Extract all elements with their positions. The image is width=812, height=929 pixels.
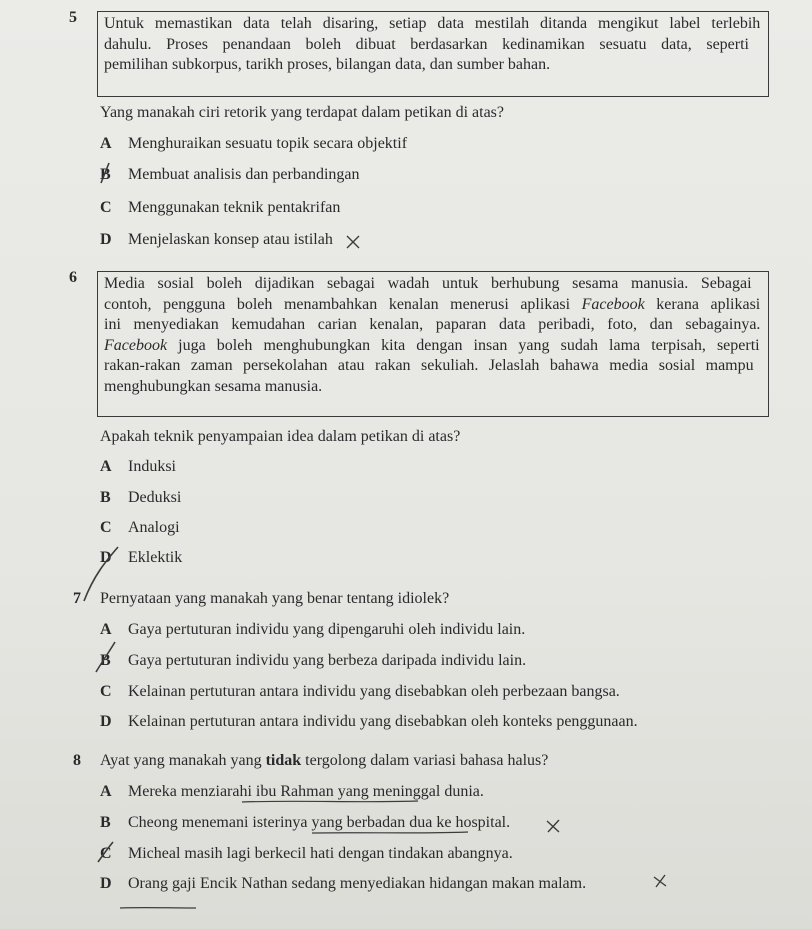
option-d[interactable]	[100, 231, 333, 249]
option-text: Eklektik	[128, 549, 183, 566]
passage-line: Facebook juga boleh menghubungkan kita dengan insan yang sudah lama terpisah, seperti	[104, 336, 760, 354]
option-letter: C	[100, 199, 112, 216]
passage-line: Media sosial boleh dijadikan sebagai wadah untuk berhubung sesama manusia. Sebagai	[104, 275, 752, 292]
option-letter: D	[100, 875, 112, 892]
option-b[interactable]	[100, 166, 360, 184]
passage-box	[97, 11, 769, 97]
pencil-underline-mark	[118, 904, 198, 912]
option-text: Mereka menziarahi ibu Rahman yang meninggal dunia.	[128, 783, 484, 800]
option-text: Menjelaskan konsep atau istilah	[128, 231, 333, 248]
option-text: Gaya pertuturan individu yang berbeza daripada individu lain.	[128, 652, 527, 669]
pencil-underline-mark	[240, 798, 420, 806]
option-a[interactable]	[100, 458, 176, 476]
option-letter: D	[100, 713, 112, 730]
passage-line: pemilihan subkorpus, tarikh proses, bilangan data, dan sumber bahan.	[104, 56, 551, 73]
question-number: 5	[69, 9, 77, 26]
question-emphasis: tidak	[265, 752, 302, 769]
question-number: 8	[73, 752, 81, 769]
option-text: Orang gaji Encik Nathan sedang menyediakan hidangan makan malam.	[128, 875, 587, 892]
passage-line: rakan-rakan zaman persekolahan atau rakan sekuliah. Jelaslah bahawa media sosial mampu	[104, 357, 754, 374]
option-text: Menggunakan teknik pentakrifan	[128, 199, 341, 216]
option-c[interactable]	[100, 519, 180, 537]
option-text: Kelainan pertuturan antara individu yang disebabkan oleh konteks penggunaan.	[128, 713, 638, 730]
passage-line: ini menyediakan kemudahan carian kenalan, paparan data peribadi, foto, dan sebagainya.	[104, 316, 761, 333]
option-c[interactable]	[100, 199, 340, 217]
question-text: Yang manakah ciri retorik yang terdapat dalam petikan di atas?	[100, 104, 505, 121]
question-number: 6	[69, 269, 77, 286]
option-letter: C	[100, 683, 112, 700]
passage-line: contoh, pengguna boleh menambahkan kenalan menerusi aplikasi Facebook kerana aplikasi	[104, 295, 761, 313]
option-letter: B	[100, 814, 111, 831]
option-b[interactable]	[100, 489, 181, 507]
option-text: Gaya pertuturan individu yang dipengaruhi oleh individu lain.	[128, 621, 526, 638]
option-letter: B	[100, 489, 111, 506]
option-d[interactable]	[100, 713, 638, 731]
question-text: Apakah teknik penyampaian idea dalam petikan di atas?	[100, 428, 461, 445]
option-c[interactable]	[100, 845, 513, 863]
option-text: Analogi	[128, 519, 180, 536]
option-letter: A	[100, 458, 112, 475]
cross-mark-icon	[545, 818, 561, 834]
option-d[interactable]	[100, 875, 586, 893]
passage-line: Untuk memastikan data telah disaring, setiap data mestilah ditanda mengikut label terlebih	[104, 15, 761, 32]
option-a[interactable]	[100, 621, 525, 639]
option-b[interactable]	[100, 652, 526, 670]
option-letter: A	[100, 135, 112, 152]
question-text: Pernyataan yang manakah yang benar tentang idiolek?	[100, 590, 450, 607]
option-letter: B	[100, 166, 111, 183]
passage-line: menghubungkan sesama manusia.	[104, 377, 323, 395]
option-letter: A	[100, 621, 112, 638]
option-text: Cheong menemani isterinya yang berbadan dua ke hospital.	[128, 814, 511, 831]
pencil-slash-mark	[98, 162, 112, 184]
option-letter: A	[100, 783, 112, 800]
passage-line: dahulu. Proses penandaan boleh dibuat berdasarkan kedinamikan sesuatu data, seperti	[104, 35, 750, 53]
question-text-part: Ayat yang manakah yang	[100, 752, 266, 769]
option-text: Deduksi	[128, 489, 182, 506]
option-letter: C	[100, 519, 112, 536]
cross-mark-icon	[345, 234, 361, 250]
option-letter: C	[100, 845, 112, 862]
pencil-slash-mark	[92, 640, 118, 674]
option-text: Induksi	[128, 458, 176, 475]
question-text-part: tergolong dalam variasi bahasa halus?	[301, 752, 549, 769]
option-letter: D	[100, 549, 112, 566]
option-a[interactable]	[100, 135, 407, 153]
option-text: Kelainan pertuturan antara individu yang disebabkan oleh perbezaan bangsa.	[128, 683, 620, 700]
option-text: Membuat analisis dan perbandingan	[128, 166, 360, 183]
cross-mark-icon	[652, 873, 668, 889]
option-letter: B	[100, 652, 111, 669]
option-c[interactable]	[100, 683, 620, 701]
option-letter: D	[100, 231, 112, 248]
question-text	[100, 752, 548, 770]
option-text: Micheal masih lagi berkecil hati dengan tindakan abangnya.	[128, 845, 513, 862]
option-text: Menghuraikan sesuatu topik secara objektif	[128, 135, 408, 152]
passage-box	[97, 271, 769, 417]
pencil-underline-mark	[310, 829, 470, 837]
pencil-slash-mark	[94, 840, 116, 864]
question-number: 7	[73, 590, 81, 607]
